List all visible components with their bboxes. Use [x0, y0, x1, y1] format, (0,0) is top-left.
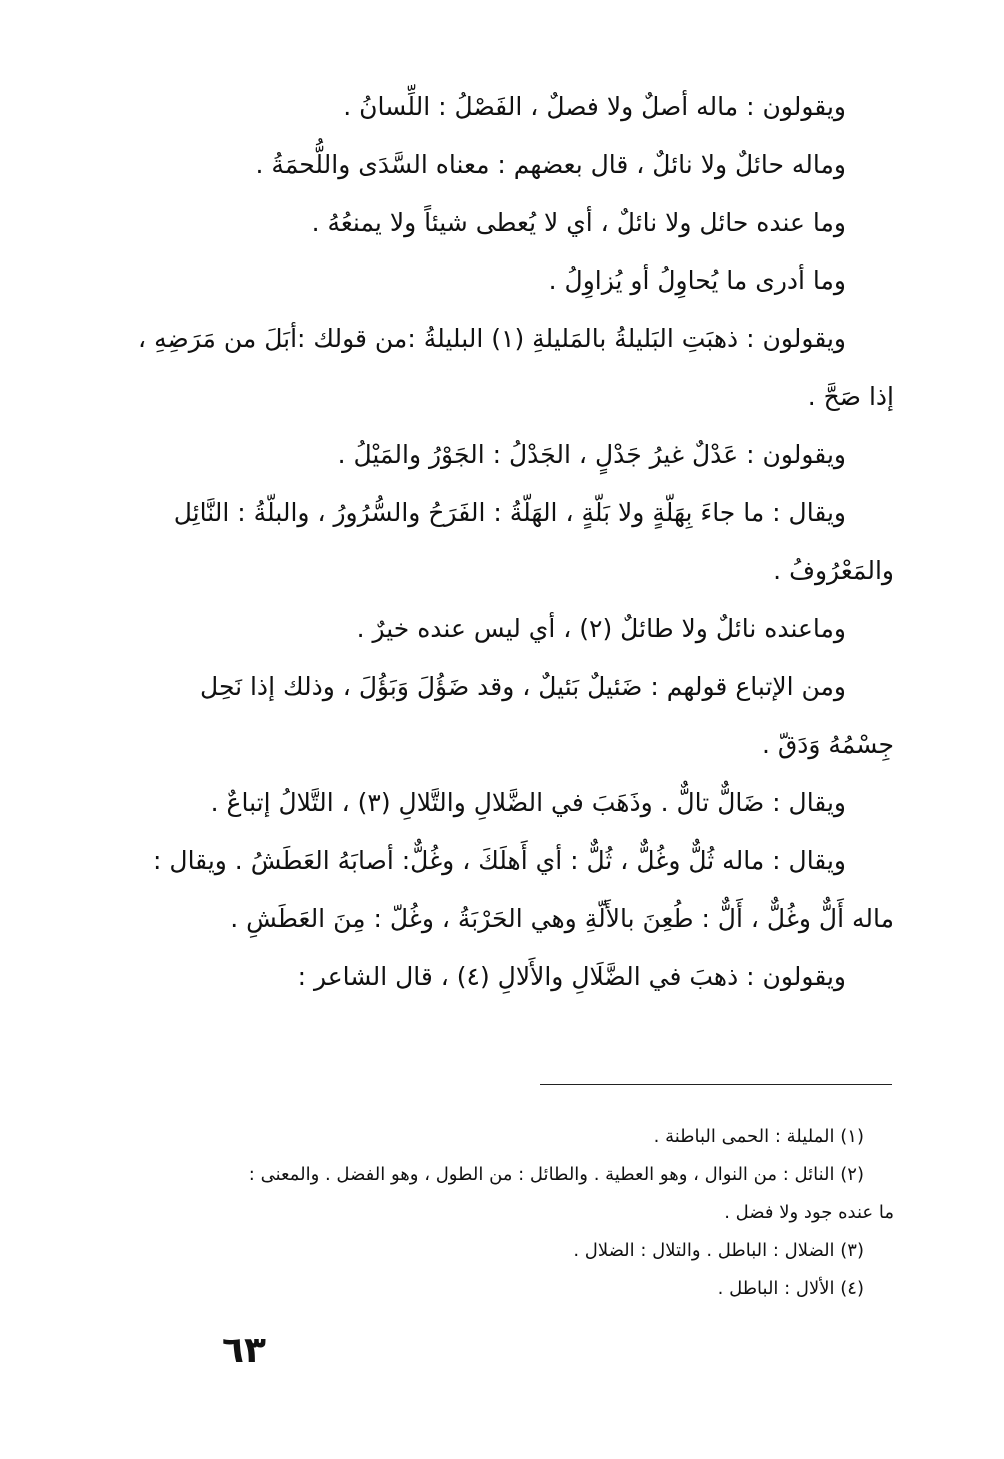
- text-line: ويقولون : عَدْلٌ غيرُ جَدْلٍ ، الجَدْلُ : الجَوْرُ والمَيْلُ .: [337, 440, 846, 469]
- text-line: ويقال : ضَالٌّ تالٌّ . وذَهَبَ في الضَّلالِ والتَّلالِ (٣) ، التَّلالُ إتباعٌ .: [210, 788, 846, 817]
- footnotes: [150, 1118, 894, 1308]
- footnote-line: (٤) الألال : الباطل .: [717, 1278, 864, 1299]
- text-line: ماله أَلٌّ وغُلٌّ ، أَلٌّ : طُعِنَ بالأَلّةِ وهي الحَرْبَةُ ، وغُلّ : مِنَ العَطَشِ .: [230, 904, 894, 933]
- text-line: ويقال : ما جاءَ بِهَلّةٍ ولا بَلّةٍ ، الهَلّةُ : الفَرَحُ والسُّرُورُ ، والبلّةُ : النَّائِل: [173, 498, 846, 527]
- footnote-divider: [540, 1084, 892, 1085]
- footnote-line: (٢) النائل : من النوال ، وهو العطية . والطائل : من الطول ، وهو الفضل . والمعنى :: [248, 1164, 864, 1185]
- text-line: وماله حائلٌ ولا نائلٌ ، قال بعضهم : معناه السَّدَى واللُّحمَةُ .: [255, 150, 846, 179]
- text-line: والمَعْرُوفُ .: [773, 556, 894, 585]
- footnote-line: ما عنده جود ولا فضل .: [724, 1202, 894, 1223]
- text-line: وما عنده حائل ولا نائلٌ ، أي لا يُعطى شيئاً ولا يمنعُهُ .: [311, 208, 846, 237]
- text-line: إذا صَحَّ .: [807, 382, 894, 411]
- text-line: ويقال : ماله ثُلٌّ وغُلٌّ ، ثُلٌّ : أي أَهلَكَ ، وغُلٌّ: أصابَهُ العَطَشُ . ويقال :: [153, 846, 846, 875]
- footnote-line: (٣) الضلال : الباطل . والتلال : الضلال .: [573, 1240, 864, 1261]
- text-line: وما أدرى ما يُحاوِلُ أو يُزاوِلُ .: [548, 266, 846, 295]
- text-line: جِسْمُهُ وَدَقّ .: [761, 730, 894, 759]
- text-line: وماعنده نائلٌ ولا طائلٌ (٢) ، أي ليس عنده خيرٌ .: [356, 614, 846, 643]
- text-line: ويقولون : ذهبَتِ البَليلةُ بالمَليلةِ (١) البليلةُ :من قولك :أبَلَ من مَرَضِهِ ،: [138, 324, 846, 353]
- text-line: ويقولون : ذهبَ في الضَّلَالِ والأَلالِ (٤) ، قال الشاعر :: [297, 962, 846, 991]
- text-line: ويقولون : ماله أصلٌ ولا فصلٌ ، الفَصْلُ : اللِّسانُ .: [343, 92, 846, 121]
- main-text: [138, 78, 894, 1006]
- footnote-line: (١) المليلة : الحمى الباطنة .: [653, 1126, 864, 1147]
- text-line: ومن الإتباع قولهم : ضَئيلٌ بَئيلٌ ، وقد ضَؤُلَ وَبَؤُلَ ، وذلك إذا نَحِل: [200, 672, 846, 701]
- page-number: ٦٣: [222, 1330, 266, 1371]
